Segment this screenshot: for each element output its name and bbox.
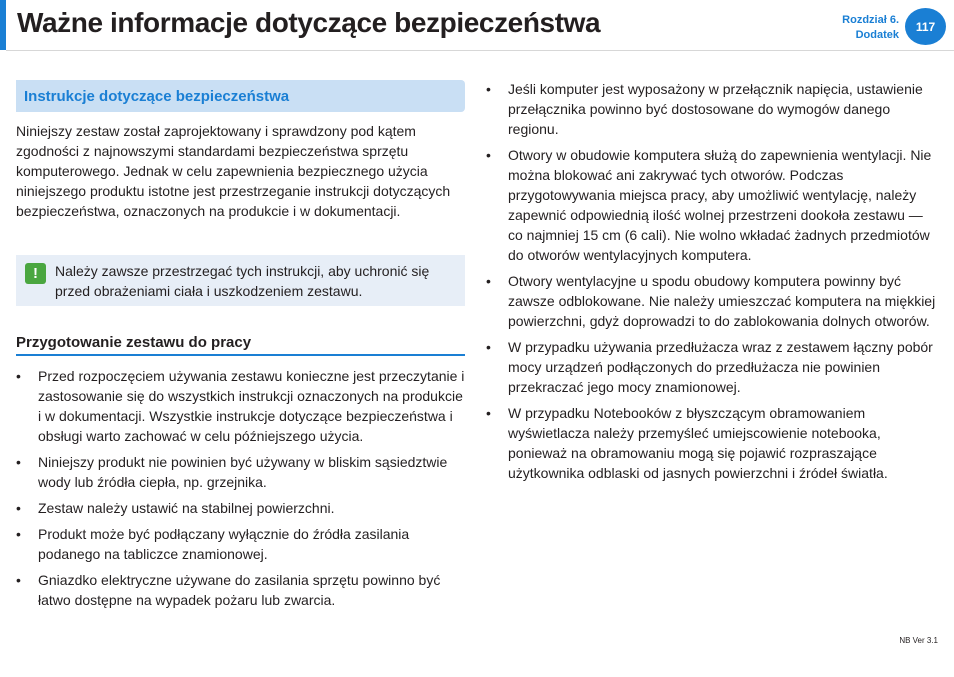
bullet-icon: • xyxy=(486,405,491,421)
list-item xyxy=(486,79,941,139)
intro-paragraph: Niniejszy zestaw został zaprojektowany i sprawdzony pod kątem zgodności z najnowszymi standardami bezpieczeństwa sprzętu komputerowego. Jednak w celu zapewnienia bezpiecznego użycia niniejszego produktu istotne jest przestrzeganie instrukcji dotyczących bezpieczeństwa, oznaczonych na produkcie i w dokumentacji. xyxy=(16,123,451,219)
page-number-badge: 117 xyxy=(905,8,946,45)
left-column xyxy=(16,80,465,616)
note-text: Należy zawsze przestrzegać tych instrukcji, aby uchronić się przed obrażeniami ciała i uszkodzeniem zestawu. xyxy=(55,263,430,299)
bullet-icon: • xyxy=(486,81,491,97)
exclamation-icon: ! xyxy=(25,263,46,284)
section-title: Instrukcje dotyczące bezpieczeństwa xyxy=(24,87,290,105)
bullet-icon: • xyxy=(16,572,21,588)
list-item-text: Otwory wentylacyjne u spodu obudowy komputera powinny być zawsze odblokowane. Nie należy umieszczać komputera na miękkiej powierzchni, gdyż doprowadzi to do zablokowania dolnych otworów. xyxy=(508,273,936,329)
page-title: Ważne informacje dotyczące bezpieczeństwa xyxy=(17,7,601,38)
bullet-icon: • xyxy=(16,368,21,384)
list-item-text: Gniazdko elektryczne używane do zasilania sprzętu powinno być łatwo dostępne na wypadek pożaru lub zwarcia. xyxy=(38,572,441,608)
list-item xyxy=(486,403,941,483)
list-item xyxy=(486,271,941,331)
chapter-number: Rozdział 6. xyxy=(842,14,899,26)
section-header xyxy=(16,80,465,112)
version-label: NB Ver 3.1 xyxy=(899,636,938,645)
list-item xyxy=(486,337,941,397)
list-item-text: Otwory w obudowie komputera służą do zapewnienia wentylacji. Nie można blokować ani zakrywać tych otworów. Podczas przygotowywania miejsca pracy, aby umożliwić wentylację, należy zapewnić odpowiednią ilość wolnej przestrzeni dookoła zestawu — co najmniej 15 cm (6 cali). Nie wolno wkładać żadnych przedmiotów do otworów wentylacyjnych komputera. xyxy=(508,147,932,263)
bullet-icon: • xyxy=(16,500,21,516)
list-item-text: Produkt może być podłączany wyłącznie do źródła zasilania podanego na tabliczce znamionowej. xyxy=(38,526,410,562)
bullet-icon: • xyxy=(16,454,21,470)
bullet-icon: • xyxy=(486,339,491,355)
list-item-text: Jeśli komputer jest wyposażony w przełącznik napięcia, ustawienie przełącznika powinno być dostosowane do wymogów danego regionu. xyxy=(508,81,923,137)
chapter-label xyxy=(842,13,899,43)
list-item xyxy=(16,452,465,492)
right-bullet-list xyxy=(486,79,941,483)
list-item-text: W przypadku Notebooków z błyszczącym obramowaniem wyświetlacza należy przemyśleć umiejscowienie notebooka, ponieważ na obramowaniu mogą się pojawić rozpraszające użytkownika odblaski od jasnych powierzchni i źródeł światła. xyxy=(508,405,888,481)
list-item xyxy=(16,498,465,518)
list-item-text: Zestaw należy ustawić na stabilnej powierzchni. xyxy=(38,500,335,516)
note-box xyxy=(16,255,465,306)
list-item xyxy=(16,366,465,446)
left-bullet-list xyxy=(16,366,465,610)
bullet-icon: • xyxy=(486,273,491,289)
list-item-text: Przed rozpoczęciem używania zestawu konieczne jest przeczytanie i zastosowanie się do wszystkich instrukcji oznaczonych na produkcie i w dokumentacji. Wszystkie instrukcje dotyczące bezpieczeństwa i obsługi warto zachować w celu późniejszego użycia. xyxy=(38,368,465,444)
subsection-title: Przygotowanie zestawu do pracy xyxy=(16,334,465,356)
list-item-text: W przypadku używania przedłużacza wraz z zestawem łączny pobór mocy urządzeń podłączonych do przedłużacza nie powinien przekraczać jego mocy znamionowej. xyxy=(508,339,933,395)
right-column xyxy=(486,79,941,489)
list-item xyxy=(16,524,465,564)
list-item-text: Niniejszy produkt nie powinien być używany w bliskim sąsiedztwie wody lub źródła ciepła, np. grzejnika. xyxy=(38,454,448,490)
title-divider xyxy=(6,50,954,51)
list-item xyxy=(486,145,941,265)
bullet-icon: • xyxy=(486,147,491,163)
chapter-name: Dodatek xyxy=(855,29,899,41)
bullet-icon: • xyxy=(16,526,21,542)
title-accent-bar xyxy=(0,0,6,50)
list-item xyxy=(16,570,465,610)
